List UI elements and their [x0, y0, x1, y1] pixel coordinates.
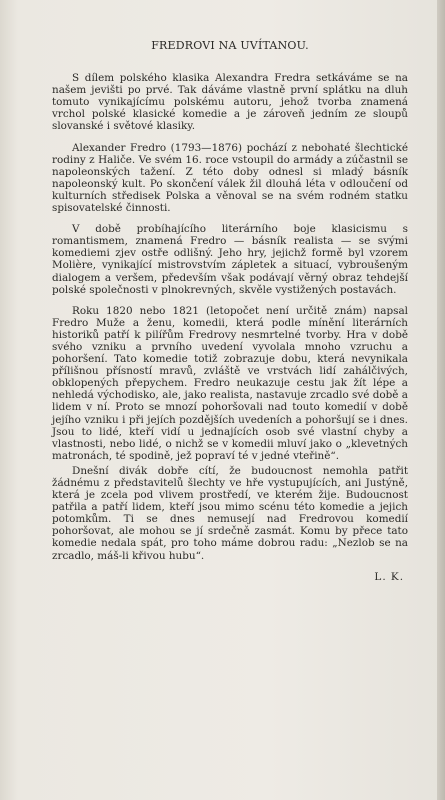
paragraph-biography: Alexander Fredro (1793—1876) pochází z nebohaté šlechtické rodiny z Haliče. Ve svém 16. roce vstoupil do armády a zúčastnil se napoleonských tažení. Z této doby odnesl si mladý básník napoleonský kult. Po skončení válek žil dlouhá léta v odloučení od kulturních středisek Polska a věnoval se na svém rodném statku spisovatelské činnosti. [52, 141, 408, 215]
article [52, 40, 408, 583]
paragraph-today: Dnešní divák dobře cítí, že budoucnost nemohla patřit žádnému z představitelů šlechty ve hře vystupujících, ani Justýně, která je zcela pod vlivem prostředí, ve kterém žije. Budoucnost patřila a patří lidem, kteří jsou mimo scénu této komedie a jejich potomkům. Ti se dnes nemusejí nad Fredrovou komedií pohoršovat, ale mohou se jí srdečně zasmát. Komu by přece tato komedie nedala spát, pro toho máme dobrou radu: „Nezlob se na zrcadlo, máš-li křivou hubu“. [52, 464, 408, 562]
paragraph-intro: S dílem polského klasika Alexandra Fredra setkáváme se na našem jevišti po prvé. Tak dáváme vlastně první splátku na dluh tomuto vynikajícímu polskému autoru, jehož tvorba znamená vrchol polské klasické komedie a je zároveň jedním ze sloupů slovanské i světové klasiky. [52, 72, 408, 133]
page-title: FREDROVI NA UVÍTANOU. [151, 39, 309, 52]
signature: L. K. [374, 570, 404, 583]
paragraph-style: V době probíhajícího literárního boje klasicismu s romantismem, znamená Fredro — básník realista — se svými komediemi zjev ostře odlišný. Jeho hry, jejichž formě byl vzorem Molière, vynikající mistrovstvím zápletek a situací, vybroušeným dialogem a veršem, především však podávají věrný obraz tehdejší polské společnosti v plnokrevných, skvěle vystižených postavách. [52, 223, 408, 296]
page-edge [437, 0, 445, 800]
paragraph-play: Roku 1820 nebo 1821 (letopočet není určitě znám) napsal Fredro Muže a ženu, komedii, která podle mínění literárních historiků patří k pilířům Fredrovy nesmrtelné tvorby. Hra v době svého vzniku a prvního uvedení vyvolala mnoho vzruchu a pohoršení. Tato komedie totiž zobrazuje dobu, která nevynikala přílišnou přísností mravů, zvláště ve vrstvách lidí zahálčivých, obklopených přepychem. Fredro neukazuje cestu jak žít lépe a nehledá východisko, ale, jako realista, nastavuje zrcadlo své době a lidem v ní. Proto se mnozí pohoršovali nad touto komedií v době jejího vzniku i při jejích pozdějších uvedeních a pohoršují se i dnes. Jsou to lidé, kteří vidí u jednajících osob své vlastní chyby a vlastnosti, nebo lidé, o nichž se v komedii mluví jako o „klevetných matronách, té spodině, jež popraví té v jedné vteřině“. [52, 304, 408, 462]
